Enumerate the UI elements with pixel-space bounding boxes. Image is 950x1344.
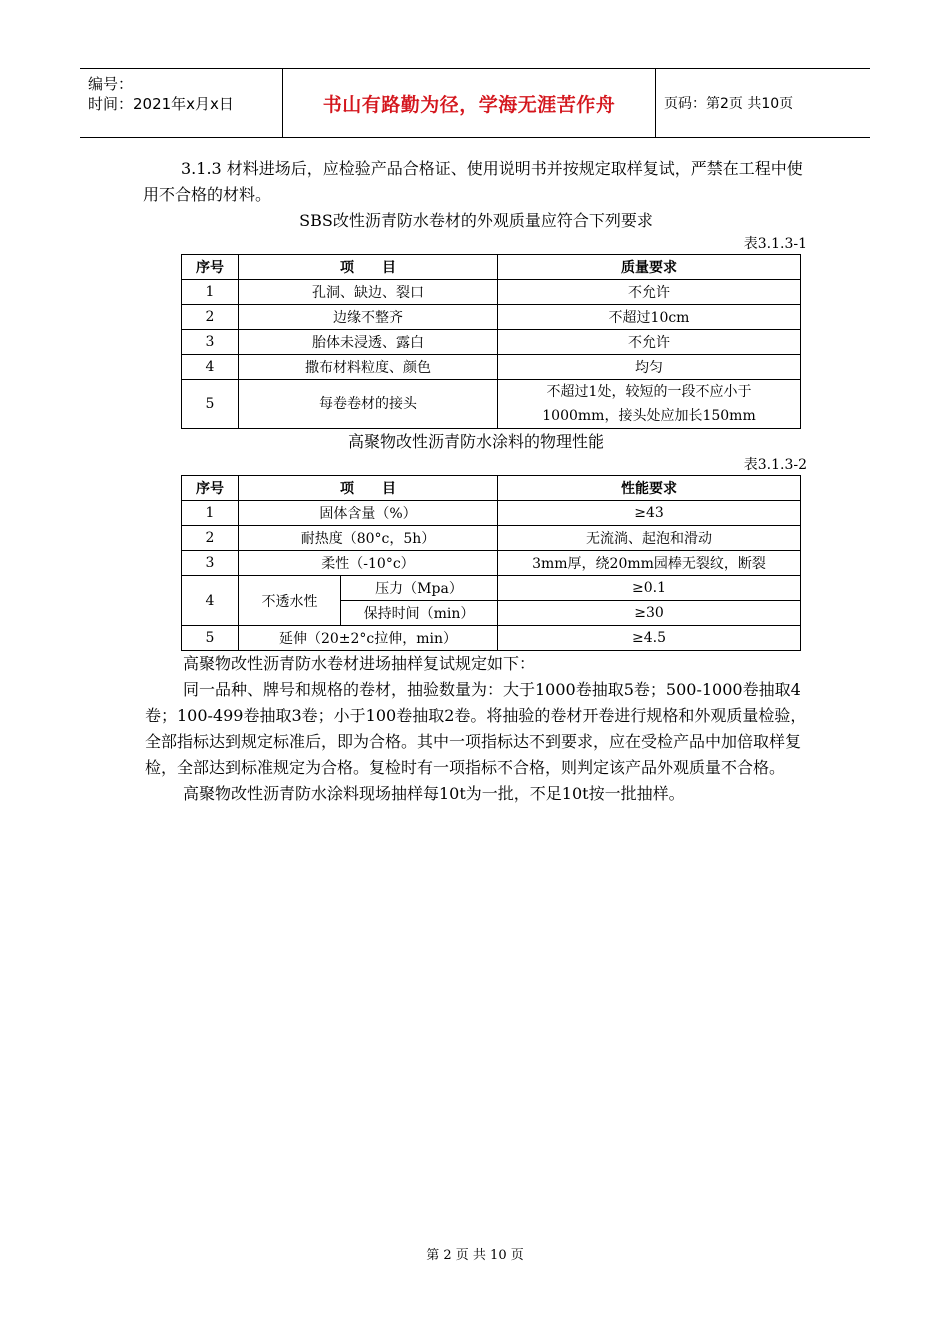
page-header — [80, 68, 870, 138]
table1-number: 表3.1.3-1 — [743, 236, 807, 252]
cell: ≥30 — [498, 601, 801, 626]
cell: 4 — [182, 576, 239, 626]
cell: 固体含量（%） — [239, 501, 498, 526]
cell: 无流淌、起泡和滑动 — [498, 526, 801, 551]
page-info: 页码：第2页 共10页 — [664, 96, 794, 112]
cell: ≥0.1 — [498, 576, 801, 601]
header-cell: 性能要求 — [498, 476, 801, 501]
date-label: 时间：2021年x月x日 — [88, 95, 234, 113]
table-row — [182, 280, 801, 305]
document-body — [145, 156, 807, 807]
paragraph-sampling-title: 高聚物改性沥青防水卷材进场抽样复试规定如下： — [183, 654, 536, 673]
table1-caption: SBS改性沥青防水卷材的外观质量应符合下列要求 — [299, 211, 653, 230]
cell: 撒布材料粒度、颜色 — [239, 355, 498, 380]
table2-caption: 高聚物改性沥青防水涂料的物理性能 — [347, 432, 604, 451]
cell: 不超过10cm — [498, 305, 801, 330]
header-page-cell — [656, 69, 870, 137]
cell: 压力（Mpa） — [341, 576, 498, 601]
header-cell: 项 目 — [239, 255, 498, 280]
cell: ≥43 — [498, 501, 801, 526]
table-row — [182, 526, 801, 551]
cell: 边缘不整齐 — [239, 305, 498, 330]
page-footer: 第 2 页 共 10 页 — [426, 1248, 524, 1263]
table2-number: 表3.1.3-2 — [743, 457, 807, 473]
table-header-row — [182, 476, 801, 501]
cell: 1 — [182, 280, 239, 305]
table-row — [182, 355, 801, 380]
cell: 保持时间（min） — [341, 601, 498, 626]
table-coating-properties — [181, 475, 801, 651]
cell: 3 — [182, 330, 239, 355]
header-cell: 序号 — [182, 255, 239, 280]
cell: 不允许 — [498, 330, 801, 355]
table-header-row — [182, 255, 801, 280]
cell: ≥4.5 — [498, 626, 801, 651]
cell: 5 — [182, 380, 239, 429]
cell: 1 — [182, 501, 239, 526]
header-cell: 序号 — [182, 476, 239, 501]
paragraph-coating-sampling: 高聚物改性沥青防水涂料现场抽样每10t为一批，不足10t按一批抽样。 — [183, 784, 685, 803]
cell: 耐热度（80°c，5h） — [239, 526, 498, 551]
table-row — [182, 551, 801, 576]
cell: 孔洞、缺边、裂口 — [239, 280, 498, 305]
cell: 4 — [182, 355, 239, 380]
cell: 3mm厚，绕20mm园棒无裂纹，断裂 — [498, 551, 801, 576]
cell: 5 — [182, 626, 239, 651]
cell: 不透水性 — [239, 576, 341, 626]
cell: 3 — [182, 551, 239, 576]
number-label: 编号： — [88, 75, 134, 93]
table-sbs-appearance — [181, 254, 801, 429]
table-row — [182, 380, 801, 429]
header-left-cell — [80, 69, 283, 137]
paragraph-material-inspection: 3.1.3 材料进场后，应检验产品合格证、使用说明书并按规定取样复试，严禁在工程中使用不合格的材料。 — [143, 159, 803, 204]
table-row — [182, 576, 801, 601]
table-row — [182, 305, 801, 330]
cell: 不超过1处，较短的一段不应小于1000mm，接头处应加长150mm — [498, 380, 801, 429]
cell: 均匀 — [498, 355, 801, 380]
cell: 柔性（-10°c） — [239, 551, 498, 576]
cell: 延伸（20±2°c拉伸，min） — [239, 626, 498, 651]
cell: 不允许 — [498, 280, 801, 305]
paragraph-sampling-rules: 同一品种、牌号和规格的卷材，抽验数量为：大于1000卷抽取5卷；500-1000卷抽取4卷；100-499卷抽取3卷；小于100卷抽取2卷。将抽验的卷材开卷进行规格和外观质量检验，全部指标达到规定标准后，即为合格。其中一项指标达不到要求，应在受检产品中加倍取样复检，全部达到标准规定为合格。复检时有一项指标不合格，则判定该产品外观质量不合格。 — [145, 680, 807, 777]
table-row — [182, 626, 801, 651]
cell: 每卷卷材的接头 — [239, 380, 498, 429]
header-cell: 项 目 — [239, 476, 498, 501]
cell: 胎体未浸透、露白 — [239, 330, 498, 355]
header-motto-cell — [283, 69, 656, 137]
cell: 2 — [182, 305, 239, 330]
header-cell: 质量要求 — [498, 255, 801, 280]
table-row — [182, 330, 801, 355]
motto: 书山有路勤为径，学海无涯苦作舟 — [322, 93, 616, 116]
table-row — [182, 501, 801, 526]
cell: 2 — [182, 526, 239, 551]
